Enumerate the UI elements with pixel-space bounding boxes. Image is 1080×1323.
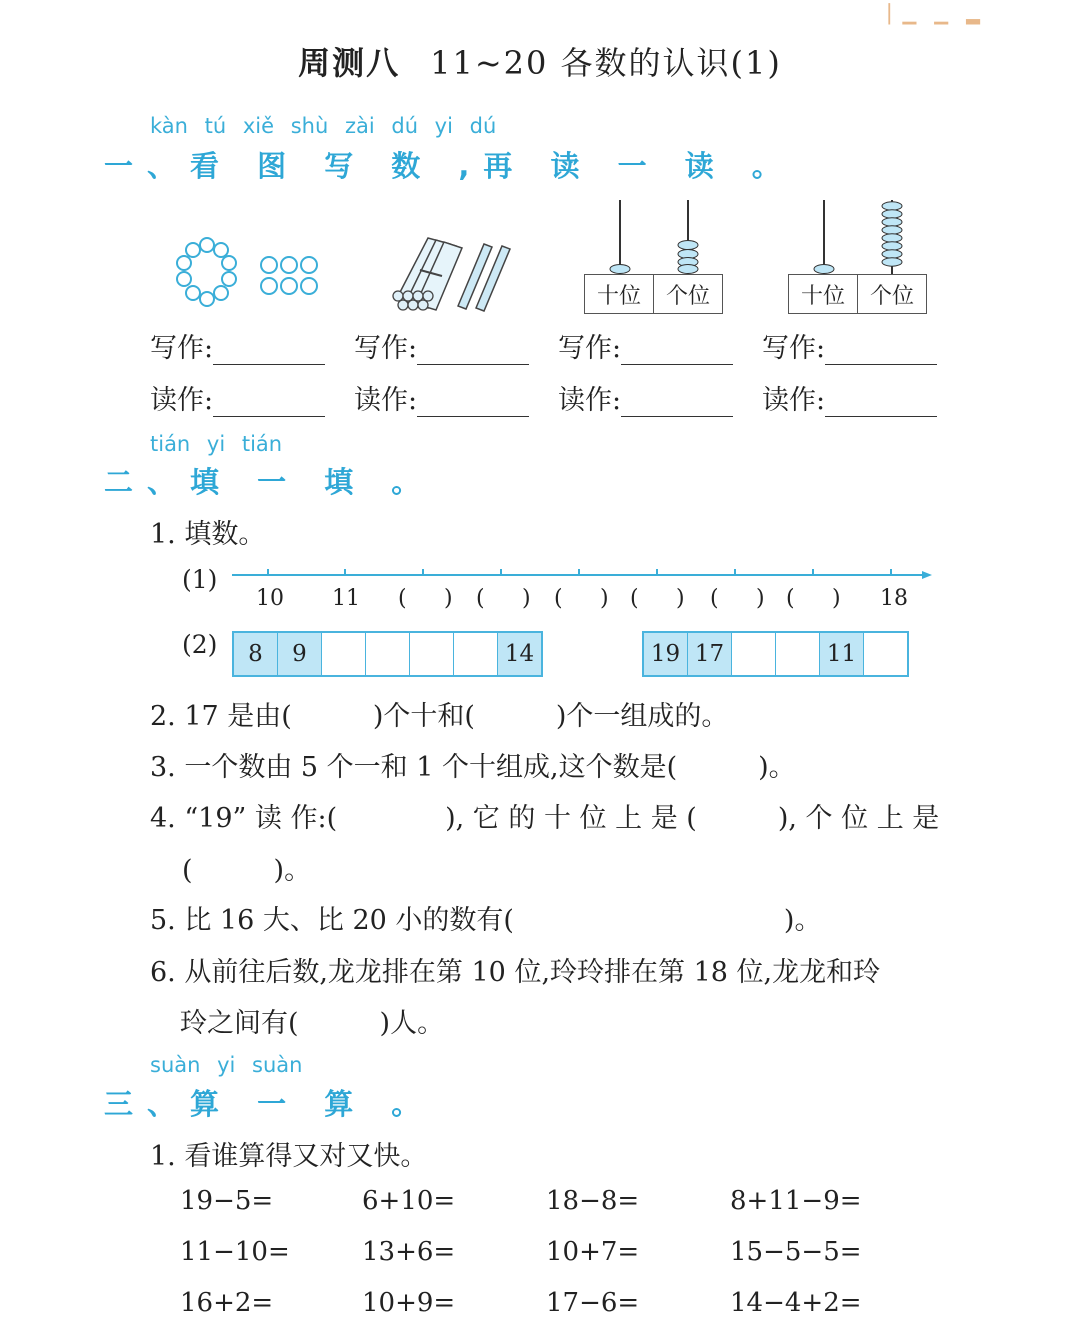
read-field-1[interactable]: 读作:	[150, 378, 325, 417]
question-6-line1: 6. 从前往后数,龙龙排在第 10 位,玲玲排在第 18 位,龙龙和玲	[150, 957, 881, 988]
write-field-1[interactable]: 写作:	[150, 326, 325, 365]
number-box: 17	[688, 633, 732, 675]
calc-item: 18−8=	[546, 1186, 640, 1216]
numberline-blank-open: (	[786, 586, 795, 611]
number-box-blank[interactable]	[410, 633, 454, 675]
number-box-blank[interactable]	[322, 633, 366, 675]
numberline-blank-open: (	[710, 586, 719, 611]
abacus-2-rods	[804, 196, 924, 276]
question-4-line2: ( )。	[182, 855, 312, 886]
number-box: 9	[278, 633, 322, 675]
calc-item: 6+10=	[362, 1186, 456, 1216]
calc-item: 8+11−9=	[730, 1186, 862, 1216]
abacus-1-ones-label: 个位	[665, 283, 710, 309]
q1-title: 1. 填数。	[150, 519, 266, 550]
numberline-blank-open: (	[398, 586, 407, 611]
write-field-2[interactable]: 写作:	[354, 326, 529, 365]
q1-part1-label: (1)	[182, 565, 218, 594]
number-boxes-right	[642, 631, 909, 677]
numberline-blank-close: )	[600, 586, 609, 611]
calc-item: 17−6=	[546, 1288, 640, 1318]
numberline-blank-close: )	[832, 586, 841, 611]
sticks-picture	[386, 230, 516, 316]
abacus-2-labels	[788, 274, 927, 314]
section1-pinyin: kàn tú xiě shù zài dú yi dú	[150, 114, 497, 138]
numberline-blank-close: )	[756, 586, 765, 611]
read-field-3[interactable]: 读作:	[558, 378, 733, 417]
read-field-4[interactable]: 读作:	[762, 378, 937, 417]
top-decoration: ▏▁ ▁ ▂	[888, 4, 980, 25]
question-3: 3. 一个数由 5 个一和 1 个十组成,这个数是( )。	[150, 752, 796, 783]
question-5: 5. 比 16 大、比 20 小的数有( )。	[150, 905, 822, 936]
abacus-2-tens-label: 十位	[789, 275, 858, 313]
numberline-label-18: 18	[880, 586, 908, 611]
number-box-blank[interactable]	[776, 633, 820, 675]
calc-item: 15−5−5=	[730, 1237, 862, 1267]
write-field-4[interactable]: 写作:	[762, 326, 937, 365]
calc-item: 16+2=	[180, 1288, 274, 1318]
numberline-blank-open: (	[630, 586, 639, 611]
calc-item: 19−5=	[180, 1186, 274, 1216]
calc-item: 10+9=	[362, 1288, 456, 1318]
numberline-blank-close: )	[522, 586, 531, 611]
question-6-line2: 玲之间有( )人。	[180, 1008, 445, 1039]
numberline-label-10: 10	[256, 586, 284, 611]
write-field-3[interactable]: 写作:	[558, 326, 733, 365]
abacus-1-tens-label: 十位	[585, 275, 654, 313]
section3-pinyin: suàn yi suàn	[150, 1053, 303, 1077]
abacus-2-ones-label: 个位	[869, 283, 914, 309]
section2-pinyin: tián yi tián	[150, 432, 283, 456]
number-box-blank[interactable]	[366, 633, 410, 675]
number-boxes-left	[232, 631, 543, 677]
number-box: 14	[498, 633, 541, 675]
number-box-blank[interactable]	[864, 633, 907, 675]
numberline-blank-close: )	[444, 586, 453, 611]
read-field-2[interactable]: 读作:	[354, 378, 529, 417]
title-main: 周测八	[298, 44, 401, 82]
title-sub: 11~20 各数的认识(1)	[430, 44, 782, 82]
section1-heading: 一、看 图 写 数 ,再 读 一 读 。	[104, 149, 795, 183]
number-box: 8	[234, 633, 278, 675]
number-line	[230, 566, 935, 586]
numberline-blank-open: (	[554, 586, 563, 611]
calc-item: 13+6=	[362, 1237, 456, 1267]
number-box-blank[interactable]	[454, 633, 498, 675]
section2-heading: 二、填 一 填 。	[104, 465, 435, 499]
calc-item: 11−10=	[180, 1237, 290, 1267]
question-4-line1: 4. “19” 读 作:( ), 它 的 十 位 上 是 ( ), 个 位 上 是	[150, 803, 940, 834]
circles-picture	[166, 236, 331, 316]
number-box: 11	[820, 633, 864, 675]
section3-q1-title: 1. 看谁算得又对又快。	[150, 1141, 428, 1172]
numberline-label-11: 11	[332, 586, 360, 611]
calc-item: 10+7=	[546, 1237, 640, 1267]
section3-heading: 三、算 一 算 。	[104, 1087, 435, 1121]
calc-item: 14−4+2=	[730, 1288, 862, 1318]
numberline-blank-open: (	[476, 586, 485, 611]
number-box: 19	[644, 633, 688, 675]
abacus-1-labels	[584, 274, 723, 314]
number-box-blank[interactable]	[732, 633, 776, 675]
question-2: 2. 17 是由( )个十和( )个一组成的。	[150, 701, 729, 732]
numberline-blank-close: )	[676, 586, 685, 611]
page-title	[0, 38, 1080, 84]
q1-part2-label: (2)	[182, 630, 218, 659]
abacus-1-rods	[600, 196, 720, 276]
